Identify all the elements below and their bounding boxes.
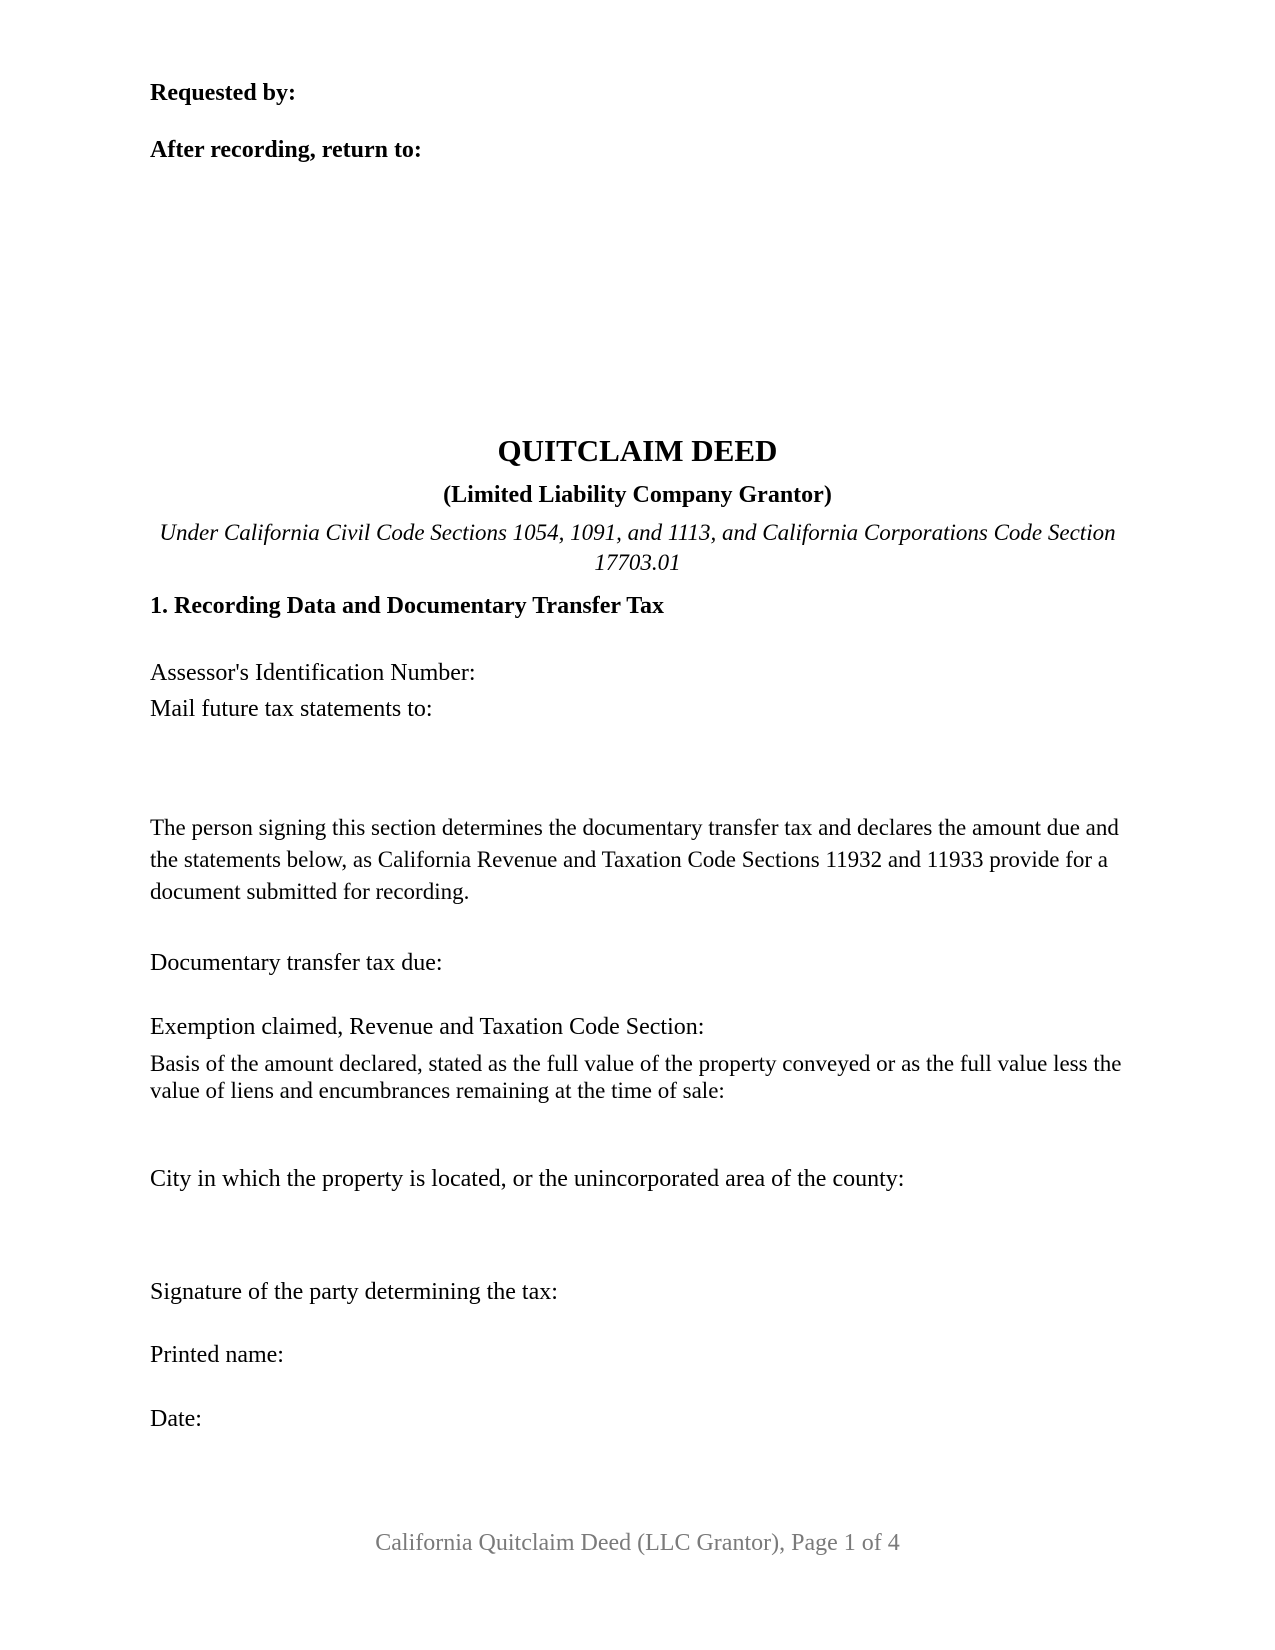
document-subtitle: (Limited Liability Company Grantor)	[443, 482, 832, 508]
tax-due-label: Documentary transfer tax due:	[150, 950, 443, 976]
section-heading: 1. Recording Data and Documentary Transfer Tax	[150, 593, 665, 619]
assessor-id-label: Assessor's Identification Number:	[150, 660, 476, 686]
page-footer: California Quitclaim Deed (LLC Grantor), Page 1 of 4	[375, 1530, 900, 1556]
exemption-label: Exemption claimed, Revenue and Taxation Code Section:	[150, 1014, 705, 1040]
document-title: QUITCLAIM DEED	[497, 433, 778, 468]
date-label: Date:	[150, 1406, 202, 1432]
return-to-label: After recording, return to:	[150, 137, 422, 163]
printed-name-label: Printed name:	[150, 1342, 284, 1368]
mail-tax-statements-label: Mail future tax statements to:	[150, 696, 433, 722]
signature-label: Signature of the party determining the tax:	[150, 1279, 558, 1305]
tax-declaration-paragraph: The person signing this section determines the documentary transfer tax and declares the amount due and the statements below, as California Revenue and Taxation Code Sections 11932 and 11933 provide for a document submitted for recording.	[150, 815, 1119, 904]
requested-by-label: Requested by:	[150, 80, 297, 106]
basis-label: Basis of the amount declared, stated as the full value of the property conveyed or as the full value less the value of liens and encumbrances remaining at the time of sale:	[150, 1051, 1122, 1103]
statutory-authority: Under California Civil Code Sections 1054, 1091, and 1113, and California Corporations Code Section 17703.01	[159, 520, 1116, 575]
city-label: City in which the property is located, or the unincorporated area of the county:	[150, 1166, 905, 1192]
